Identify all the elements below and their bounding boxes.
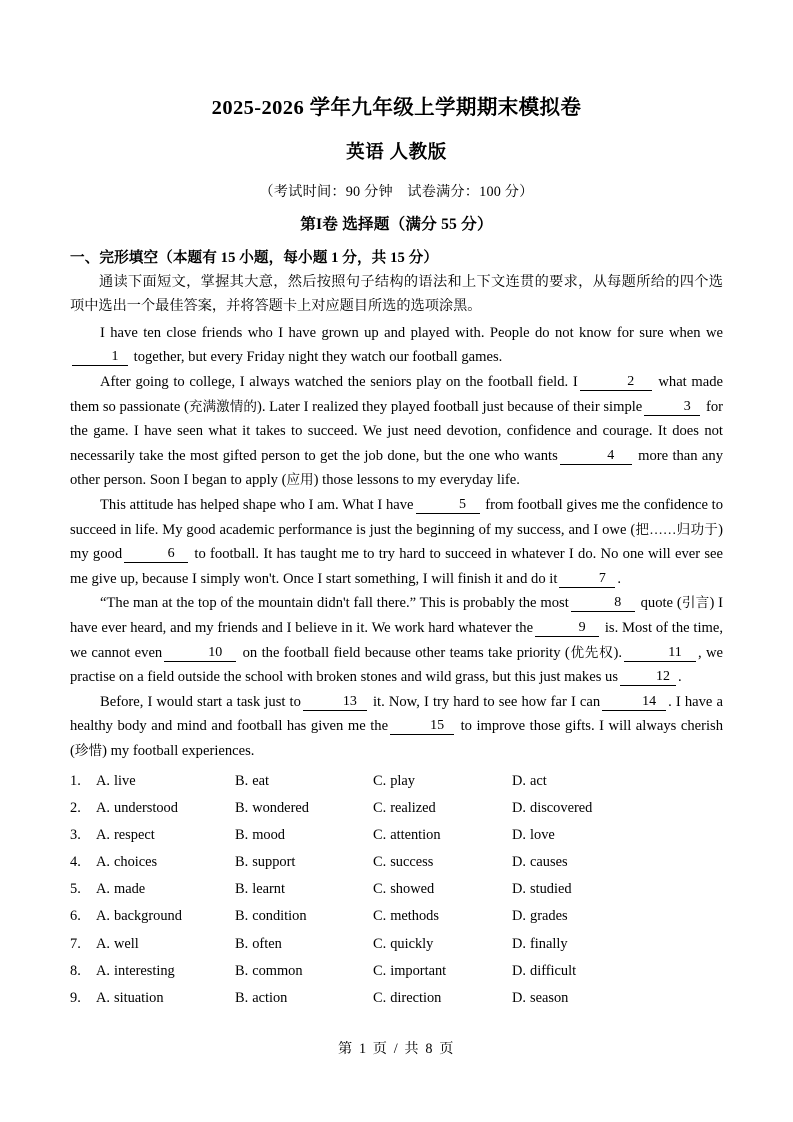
option-letter: A.	[96, 799, 110, 816]
question-number: 9.	[70, 990, 81, 1006]
cloze-blank-7[interactable]: 7	[559, 571, 615, 588]
option-text: attention	[390, 826, 441, 843]
option-letter: A.	[96, 962, 110, 979]
passage-text: from football gives me the confidence to succeed in life. My good academic performance is just the beginning of my success, and I owe (	[70, 496, 723, 538]
option-A[interactable]	[96, 908, 182, 925]
option-D[interactable]	[512, 908, 568, 925]
passage-paragraph-3	[70, 493, 723, 591]
question-row	[70, 990, 723, 1017]
option-A[interactable]	[96, 963, 175, 980]
option-A[interactable]	[96, 800, 178, 817]
passage-text: ) my football experiences.	[102, 742, 255, 759]
option-C[interactable]	[373, 963, 446, 980]
option-letter: C.	[373, 990, 387, 1006]
option-text: love	[530, 826, 555, 843]
option-C[interactable]	[373, 881, 434, 898]
question-row	[70, 854, 723, 881]
option-letter: B.	[235, 772, 249, 789]
option-text: understood	[114, 799, 178, 816]
passage-text: .	[678, 669, 682, 686]
option-D[interactable]	[512, 800, 592, 817]
cloze-blank-14[interactable]: 14	[602, 694, 666, 711]
passage-paragraph-5	[70, 690, 723, 764]
option-text: learnt	[252, 881, 285, 898]
option-letter: C.	[373, 826, 387, 843]
option-letter: A.	[96, 826, 110, 843]
passage-text: ).	[613, 644, 622, 661]
question-number: 7.	[70, 935, 81, 952]
question-row	[70, 773, 723, 800]
passage-paragraph-4	[70, 591, 723, 689]
passage-text: more than any other person. Soon I began to apply (	[70, 447, 723, 489]
option-text: direction	[390, 990, 442, 1006]
passage-text: for the game. I have seen what it takes to succeed. We just need devotion, confidence and courage. It does not necessarily take the most gifted person to get the job done, but the one who wants	[70, 398, 723, 464]
cloze-blank-5[interactable]: 5	[416, 497, 480, 514]
option-text: mood	[252, 826, 285, 843]
answer-options-list	[70, 773, 723, 1018]
option-text: realized	[390, 799, 436, 816]
option-letter: A.	[96, 935, 110, 952]
option-B[interactable]	[235, 908, 307, 925]
option-letter: A.	[96, 990, 110, 1006]
cloze-blank-1[interactable]: 1	[72, 349, 128, 366]
option-letter: D.	[512, 962, 526, 979]
option-letter: C.	[373, 799, 387, 816]
passage-text: is. Most of the time, we cannot even	[70, 619, 723, 661]
option-C[interactable]	[373, 990, 441, 1007]
cloze-blank-8[interactable]: 8	[571, 595, 635, 612]
cloze-blank-15[interactable]: 15	[390, 718, 454, 735]
option-letter: B.	[235, 962, 249, 979]
option-letter: C.	[373, 908, 387, 925]
option-letter: D.	[512, 935, 526, 952]
option-D[interactable]	[512, 827, 555, 844]
option-B[interactable]	[235, 827, 285, 844]
option-letter: A.	[96, 908, 110, 925]
option-text: methods	[390, 908, 439, 925]
option-text: made	[114, 881, 146, 898]
option-A[interactable]	[96, 827, 155, 844]
question-number: 4.	[70, 854, 81, 871]
question-row	[70, 963, 723, 990]
option-B[interactable]	[235, 773, 269, 790]
question-number: 8.	[70, 962, 81, 979]
option-text: interesting	[114, 962, 175, 979]
option-C[interactable]	[373, 936, 433, 953]
cloze-blank-13[interactable]: 13	[303, 694, 367, 711]
option-text: eat	[252, 772, 269, 789]
passage-paragraph-1	[70, 321, 723, 370]
passage-gloss: 优先权	[569, 644, 614, 660]
question-number: 1.	[70, 772, 81, 789]
option-B[interactable]	[235, 881, 285, 898]
option-text: success	[390, 854, 434, 871]
passage-gloss: 充满激情的	[188, 398, 257, 414]
passage-text: , we practise on a field outside the school with broken stones and wild grass, but this just makes us	[70, 644, 724, 686]
option-D[interactable]	[512, 963, 576, 980]
option-text: play	[390, 772, 415, 789]
passage-text: it. Now, I try hard to see how far I can	[372, 693, 601, 710]
option-D[interactable]	[512, 854, 568, 871]
passage-text: .	[617, 570, 622, 587]
subject-title: 英语 人教版	[346, 142, 447, 163]
option-C[interactable]	[373, 827, 441, 844]
passage-gloss: 引言	[681, 595, 710, 611]
option-text: respect	[114, 826, 155, 843]
option-B[interactable]	[235, 800, 309, 817]
passage-text: I have ten close friends who I have grown up and played with. People do not know for sure when we	[100, 324, 723, 341]
question-row	[70, 908, 723, 935]
option-text: showed	[390, 881, 435, 898]
cloze-blank-6[interactable]: 6	[124, 546, 188, 563]
option-letter: B.	[235, 881, 249, 898]
question-row	[70, 881, 723, 908]
passage-text: to football. It has taught me to try hard to succeed in whatever I do. No one will ever see me give up, because I simply won't. Once I start something, I will finish it and do it	[70, 546, 724, 587]
option-A[interactable]	[96, 881, 145, 898]
option-B[interactable]	[235, 990, 287, 1007]
passage-text: After going to college, I always watched the seniors play on the football field. I	[100, 374, 578, 390]
cloze-blank-9[interactable]: 9	[535, 620, 599, 637]
passage-text: ). Later I realized they played football just because of their simple	[257, 398, 643, 415]
option-B[interactable]	[235, 936, 282, 953]
passage-text: quote (	[640, 595, 682, 612]
question-number: 5.	[70, 881, 81, 898]
option-letter: D.	[512, 908, 526, 925]
option-letter: D.	[512, 799, 526, 816]
passage-text: ) those lessons to my everyday life.	[313, 472, 520, 489]
option-C[interactable]	[373, 773, 415, 790]
option-text: situation	[114, 990, 164, 1006]
cloze-blank-11[interactable]: 11	[624, 645, 696, 662]
option-letter: B.	[235, 908, 249, 925]
passage-text: what made them so passionate (	[70, 374, 723, 415]
option-text: finally	[530, 935, 568, 952]
option-letter: D.	[512, 990, 526, 1006]
option-text: studied	[530, 881, 572, 898]
page-footer: 第 1 页 / 共 8 页	[338, 1041, 455, 1057]
option-text: difficult	[530, 962, 577, 979]
option-A[interactable]	[96, 773, 136, 790]
option-letter: C.	[373, 935, 387, 952]
option-text: quickly	[390, 935, 434, 952]
option-letter: B.	[235, 854, 249, 871]
passage-text: . I have a healthy body and mind and football has given me the	[70, 693, 723, 735]
option-text: condition	[252, 908, 307, 925]
passage-text: ) my good	[70, 521, 724, 563]
option-C[interactable]	[373, 908, 439, 925]
option-A[interactable]	[96, 854, 157, 871]
option-letter: D.	[512, 772, 526, 789]
question-number: 2.	[70, 799, 81, 816]
exam-meta: （考试时间：90 分钟 试卷满分：100 分）	[259, 183, 534, 200]
passage-text: on the football field because other teams take priority (	[242, 644, 570, 661]
option-text: season	[530, 990, 569, 1006]
option-text: act	[530, 772, 547, 789]
passage-gloss: 珍惜	[74, 742, 103, 758]
cloze-blank-2[interactable]: 2	[580, 374, 652, 391]
option-text: common	[252, 962, 303, 979]
option-text: action	[252, 990, 288, 1006]
option-C[interactable]	[373, 854, 433, 871]
option-D[interactable]	[512, 990, 568, 1007]
option-text: grades	[530, 908, 568, 925]
option-letter: B.	[235, 990, 249, 1006]
option-B[interactable]	[235, 963, 303, 980]
option-D[interactable]	[512, 773, 547, 790]
option-text: causes	[530, 854, 568, 871]
passage-paragraph-2	[70, 370, 723, 493]
question-row	[70, 827, 723, 854]
option-letter: A.	[96, 772, 110, 789]
option-D[interactable]	[512, 936, 568, 953]
option-letter: C.	[373, 854, 387, 871]
passage-text: to improve those gifts. I will always cherish (	[70, 718, 723, 759]
cloze-blank-12[interactable]: 12	[620, 669, 676, 686]
option-text: choices	[114, 854, 158, 871]
option-letter: C.	[373, 772, 387, 789]
section-heading: 一、完形填空（本题有 15 小题，每小题 1 分，共 15 分）	[70, 249, 439, 266]
option-text: wondered	[252, 799, 309, 816]
passage-text: together, but every Friday night they watch our football games.	[133, 349, 503, 366]
question-number: 3.	[70, 826, 81, 843]
option-letter: B.	[235, 935, 249, 952]
option-text: important	[390, 962, 447, 979]
option-letter: D.	[512, 826, 526, 843]
option-D[interactable]	[512, 881, 572, 898]
option-text: well	[114, 935, 139, 952]
option-text: live	[114, 772, 136, 789]
option-letter: A.	[96, 881, 110, 898]
passage-gloss: 把……归功于	[635, 521, 719, 537]
cloze-blank-10[interactable]: 10	[164, 645, 236, 662]
cloze-blank-3[interactable]: 3	[644, 399, 700, 416]
option-text: discovered	[530, 799, 593, 816]
option-letter: A.	[96, 854, 110, 871]
option-letter: D.	[512, 854, 526, 871]
passage-text: Before, I would start a task just to	[100, 693, 301, 710]
option-text: often	[252, 935, 282, 952]
option-C[interactable]	[373, 800, 436, 817]
option-text: background	[114, 908, 182, 925]
option-letter: C.	[373, 962, 387, 979]
option-letter: B.	[235, 826, 249, 843]
option-B[interactable]	[235, 854, 295, 871]
exam-page	[70, 0, 723, 1122]
option-text: support	[252, 854, 296, 871]
option-letter: C.	[373, 881, 387, 898]
cloze-blank-4[interactable]: 4	[560, 448, 632, 465]
option-letter: D.	[512, 881, 526, 898]
question-row	[70, 936, 723, 963]
section-instruction: 通读下面短文，掌握其大意，然后按照句子结构的语法和上下文连贯的要求，从每题所给的四个选项中选出一个最佳答案，并将答题卡上对应题目所选的选项涂黑。	[70, 273, 723, 315]
cloze-passage	[70, 321, 723, 764]
option-A[interactable]	[96, 936, 139, 953]
option-letter: B.	[235, 799, 249, 816]
paper-part-title: 第I卷 选择题（满分 55 分）	[300, 215, 493, 233]
page-title: 2025-2026 学年九年级上学期期末模拟卷	[211, 97, 582, 119]
question-number: 6.	[70, 908, 81, 925]
passage-text: This attitude has helped shape who I am. What I have	[100, 496, 414, 513]
question-row	[70, 800, 723, 827]
passage-text: “The man at the top of the mountain didn't fall there.” This is probably the most	[100, 595, 569, 612]
passage-text: ) I have ever heard, and my friends and I believe in it. We work hard whatever the	[70, 595, 724, 636]
passage-gloss: 应用	[286, 472, 314, 488]
option-A[interactable]	[96, 990, 164, 1007]
